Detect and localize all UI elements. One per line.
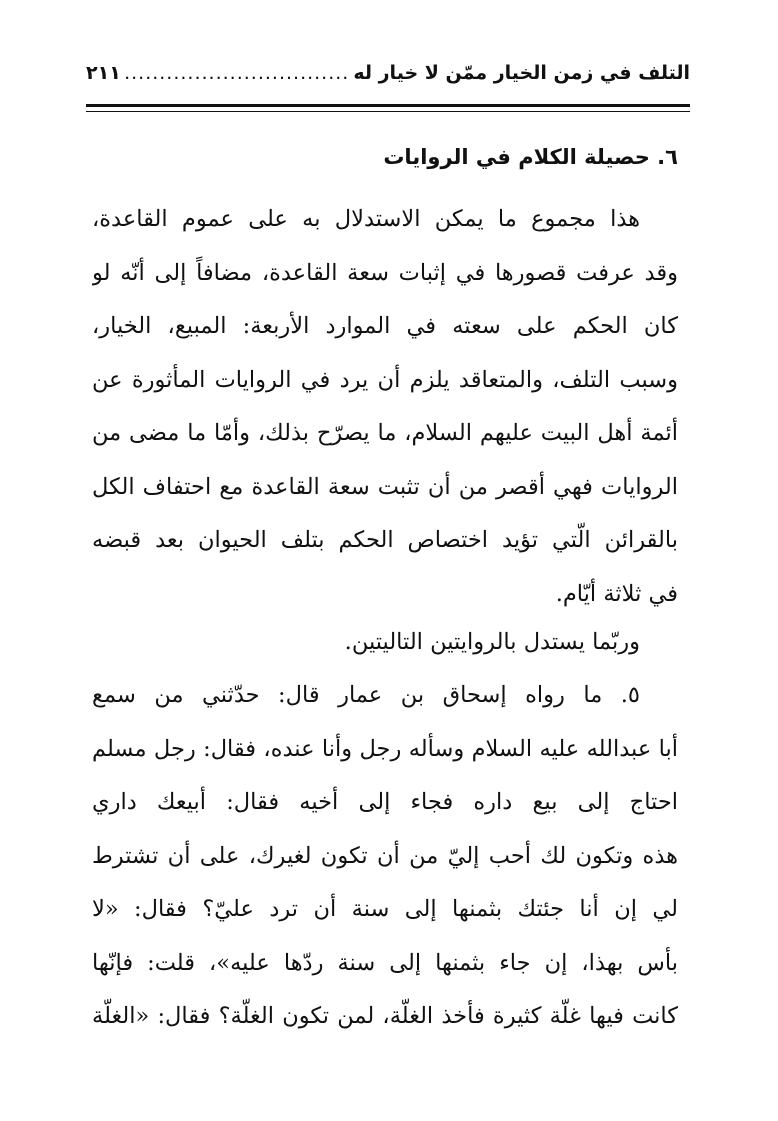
- paragraph-line: بالقرائن الّتي تؤيد اختصاص الحكم بتلف الحيوان بعد قبضه: [92, 527, 678, 553]
- leader-dots: [125, 62, 350, 84]
- paragraph-line: بأس بهذا، إن جاء بثمنها إلى سنة ردّها عليه»، قلت: فإنّها: [92, 949, 678, 976]
- section-heading: ٦. حصيلة الكلام في الروايات: [383, 145, 678, 169]
- paragraph-line: هذا مجموع ما يمكن الاستدلال به على عموم القاعدة،: [92, 206, 640, 232]
- paragraph-line: أبا عبدالله عليه السلام وسأله رجل وأنا عنده، فقال: رجل مسلم: [92, 735, 678, 762]
- running-header: [86, 62, 690, 98]
- paragraph-line: احتاج إلى بيع داره فجاء إلى أخيه فقال: أبيعك داري: [92, 789, 678, 815]
- header-rule-thick: [86, 104, 690, 107]
- paragraph-line: أئمة أهل البيت عليهم السلام، ما يصرّح بذلك، وأمّا ما مضى من: [92, 420, 678, 446]
- paragraph-line: كانت فيها غلّة كثيرة فأخذ الغلّة، لمن تكون الغلّة؟ فقال: «الغلّة: [92, 1003, 678, 1029]
- running-title: التلف في زمن الخيار ممّن لا خيار له: [353, 62, 690, 84]
- paragraph-narration: [92, 669, 678, 1044]
- paragraph-line: كان الحكم على سعته في الموارد الأربعة: المبيع، الخيار،: [92, 313, 678, 339]
- header-rule-thin: [86, 111, 690, 112]
- paragraph-line: لي إن أنا جئتك بثمنها إلى سنة أن ترد عليّ؟ فقال: «لا: [92, 896, 678, 922]
- paragraph-line: في ثلاثة أيّام.: [555, 580, 678, 607]
- page-number: ٢١١: [86, 62, 121, 84]
- paragraph-line: وسبب التلف، والمتعاقد يلزم أن يرد في الروايات المأثورة عن: [92, 366, 678, 393]
- paragraph-line: وربّما يستدل بالروايتين التاليتين.: [344, 629, 640, 655]
- paragraph-line: هذه وتكون لك أحب إليّ من أن تكون لغيرك، على أن تشترط: [92, 842, 678, 869]
- paragraph-line: وقد عرفت قصورها في إثبات سعة القاعدة، مضافاً إلى أنّه لو: [92, 259, 678, 286]
- paragraph-summary: [92, 193, 678, 621]
- paragraph-line: الروايات فهي أقصر من أن تثبت سعة القاعدة مع احتفاف الكل: [92, 473, 678, 500]
- paragraph-line: ٥. ما رواه إسحاق بن عمار قال: حدّثني من سمع: [92, 682, 640, 708]
- paragraph-transition: [92, 616, 678, 670]
